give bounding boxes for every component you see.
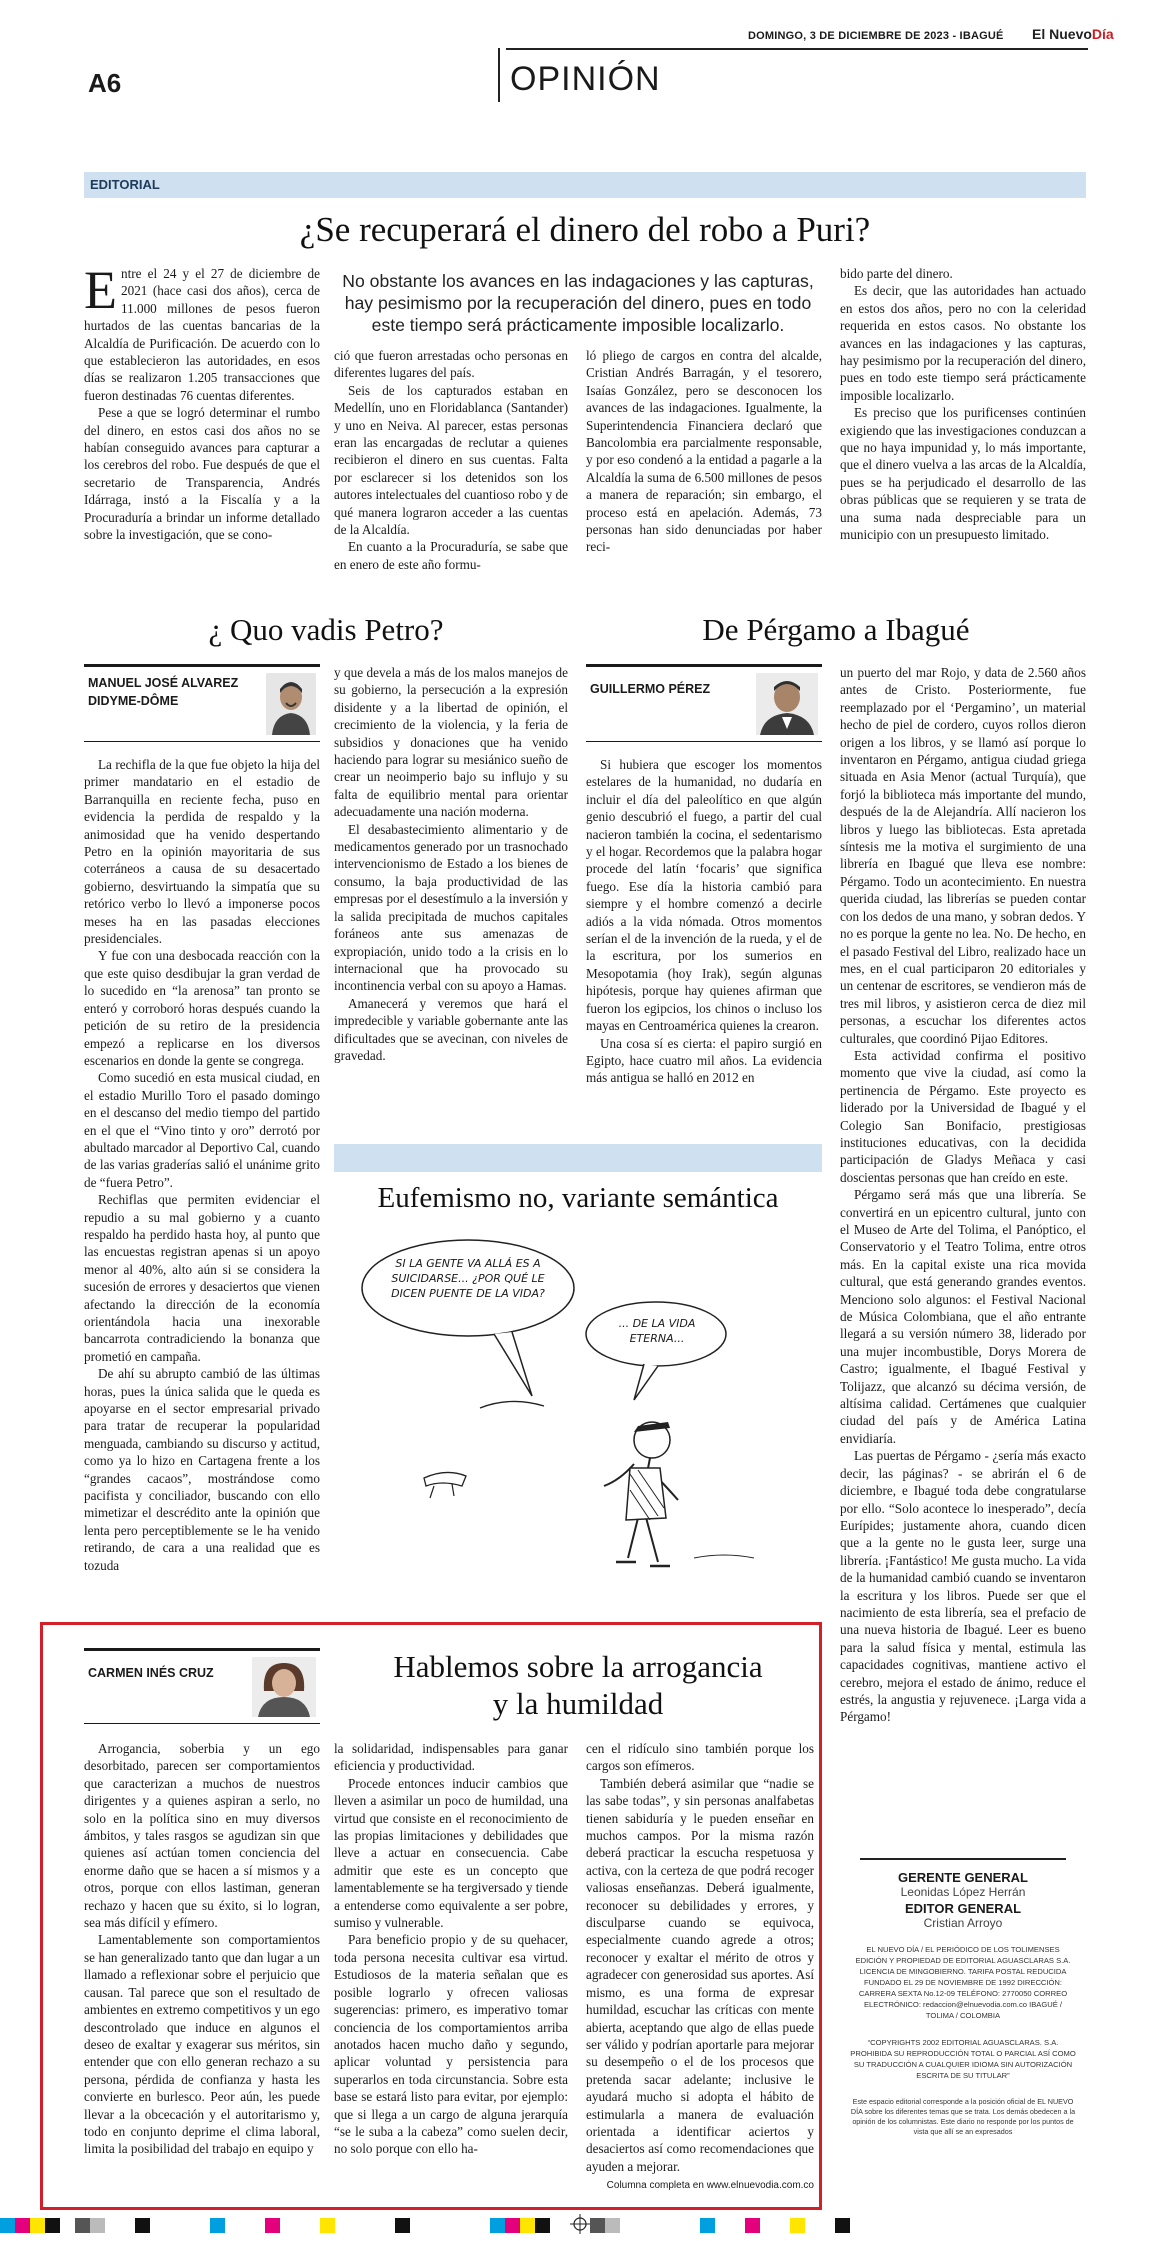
cartoon-band (334, 1144, 822, 1172)
arrogancia-col-2-p1: la solidaridad, indispensables para ganar eficiencia y productividad. (334, 1741, 568, 1774)
editorial-col-1 (84, 260, 320, 544)
arrogancia-title-line-1: Hablemos sobre la arrogancia (393, 1649, 763, 1684)
pergamo-col-1 (586, 756, 822, 1087)
pergamo-col-2-p1: un puerto del mar Rojo, y data de 2.560 años antes de Cristo. Posteriormente, fue reemplazado por el ‘Pergamino’, un material hecho de piel de cordero, cuyos rollos dieron origen a los libros, y se llamó así porque lo inventaron en Pérgamo, antigua ciudad griega situada en Asia Menor (actual Turquía), que forjó la biblioteca más importante del mundo, después de la de Alejandría. Allí nacieron los libros y luego las bibliotecas. Esta apretada síntesis me la motiva el surgimiento de una librería en Ibagué que lleva ese nombre: Pérgamo. Todo un acontecimiento. En nuestra querida ciudad, las librerías se pueden contar con los dedos de una mano, y sobran dedos. Y no es porque la gente no lea. No. De hecho, en el pasado Festival del Libro, realizado hace un mes, en el cual participaron 20 editoriales y un centenar de escritores, se vendieron más de tres mil libros, y asistieron cerca de diez mil personas, a escuchar los diferentes actos culturales, que coordinó Pijao Editores. (840, 665, 1086, 1046)
petro-col-1-p3: Como sucedió en esta musical ciudad, en el estadio Murillo Toro el pasado domingo en el descanso del medio tiempo del partido en el que el “Vino tinto y oro” derrotó por abultado marcador al Deportivo Cal, cuando de las varias graderías salió el unánime grito de “fuera Petro”. (84, 1070, 320, 1190)
petro-col-1-p5: De ahí su abrupto cambió de las últimas horas, pues la única salida que le queda es apoyarse en el sector empresarial privado para tratar de recuperar la popularidad menguada, cambiando su discurso y actitud, como ya lo hizo en Cartagena frente a los “grandes cacaos”, mostrándose como pacifista y conciliador, buscando con ello mimetizar el descrédito ante la opinión que lenta pero perceptiblemente se le ha venido retirando, de cara a una realidad que es tozuda (84, 1366, 320, 1573)
brand-logo-a: El Nuevo (1032, 26, 1092, 42)
masthead-disclaimer: Este espacio editorial corresponde a la posición oficial de EL NUEVO DÍA sobre los diferentes temas que se trata. Los demás obedecen a la opinión de los columnistas. Este diario no responde por los puntos de vista que allí se an expresados (850, 2097, 1076, 2136)
cartoon-bubble-2: ... DE LA VIDA ETERNA... (618, 1317, 696, 1345)
editorial-col-3-p1: ló pliego de cargos en contra del alcalde, Cristian Andrés Barragán, y el tesorero, Isaías González, pero se desconocen los avances de las indagaciones. Igualmente, la Superintendencia Financiera declaró que Bancolombia era parcialmente responsable, y por eso condenó a la entidad a pagarle a la Alcaldía la suma de 6.500 millones de pesos a manera de reparación; sin embargo, el proceso está en apelación. Además, 73 personas han sido denunciadas por haber reci- (586, 348, 822, 555)
cartoon-bubble-1: SI LA GENTE VA ALLÁ ES A SUICIDARSE... ¿POR QUÉ LE DICEN PUENTE DE LA VIDA? (391, 1257, 545, 1300)
arrogancia-col-3-p1: cen el ridículo sino también porque los cargos son efímeros. (586, 1741, 814, 1774)
arrogancia-col-2 (334, 1740, 568, 2158)
arrogancia-col-1-p1: Arrogancia, soberbia y un ego desorbitado, parecen ser comportamientos que caracterizan a muchos de nuestros dirigentes y a quienes aspiran a serlo, no solo en la política sino en muy diversos ámbitos, y tales rasgos se agudizan sin que quienes así actúan tomen conciencia del enorme daño que se hacen a sí mismos y a otros, porque con ellos lastiman, generan rechazo y hacen que su éxito, si lo logran, sea más difícil y efímero. (84, 1741, 320, 1931)
pergamo-author-name: GUILLERMO PÉREZ (590, 682, 711, 696)
petro-col-1-p4: Rechiflas que permiten evidenciar el repudio a su mal gobierno y a cuanto respaldo ha perdido hasta hoy, al punto que las encuestas registran apenas si un apoyo menor al 40%, alto aún si se considera la sucesión de errores y desaciertos que vienen afectando la dirección de la economía orientándola hacia una inexorable bancarrota contradiciendo la bonanza que prometió en campaña. (84, 1192, 320, 1364)
masthead (840, 1858, 1086, 2137)
masthead-rule (860, 1858, 1066, 1860)
arrogancia-author-name: CARMEN INÉS CRUZ (88, 1666, 214, 1680)
brand-logo (1032, 26, 1114, 42)
pergamo-title: De Pérgamo a Ibagué (702, 612, 970, 647)
petro-author-photo (266, 673, 316, 735)
pergamo-col-1-p2: Una cosa sí es cierta: el papiro surgió en Egipto, hace cuatro mil años. La evidencia más antigua se halló en 2012 en (586, 1035, 822, 1086)
masthead-name-1: Leonidas López Herrán (900, 1885, 1026, 1899)
arrogancia-col-1-p2: Lamentablemente son comportamientos se han generalizado tanto que dan lugar a un llamado a reflexionar sobre el perjuicio que causan. Tal parece que son el resultado de ambientes en extremo competitivos y un ego descontrolado que induce en algunos el deseo de exaltar y exagerar sus méritos, sin entender que con ello generan rechazo a su persona, pérdida de confianza y hasta les convierte en burlesco. Peor aún, les puede llevar a la obcecación y el autoritarismo y, todo en conjunto deprime el clima laboral, limita la posibilidad del trabajo en equipo y (84, 1932, 320, 2157)
page-number: A6 (88, 68, 122, 98)
editorial-col-4 (840, 265, 1086, 544)
petro-col-2 (334, 664, 568, 1064)
masthead-role-2: EDITOR GENERAL (904, 1901, 1022, 1916)
petro-col-2-p2: El desabastecimiento alimentario y de medicamentos generado por un trasnochado intervencionismo de Estado a los bienes de consumo, la baja productividad de las empresas por el desestímulo a la inversión y la salida precipitada de muchos capitales foráneos ante sus amenazas de expropiación, unido todo a la crisis en lo internacional que ha provocado su incontinencia verbal con su apoyo a Hamas. (334, 821, 568, 994)
pergamo-author-box (586, 664, 822, 742)
petro-col-1 (84, 756, 320, 1574)
editorial-pullquote: No obstante los avances en las indagaciones y las capturas, hay pesimismo por la recuperación del dinero, pues en todo este tiempo será prácticamente imposible localizarlo. (342, 271, 814, 335)
masthead-role-1: GERENTE GENERAL (897, 1870, 1028, 1885)
editorial-band (84, 172, 1086, 198)
petro-author-line1: MANUEL JOSÉ ALVAREZ (88, 676, 239, 690)
arrogancia-col-2-p2: Procede entonces inducir cambios que lleven a asimilar un poco de humildad, una virtud que consiste en el reconocimiento de las propias limitaciones y debilidades que lleve a actuar en consecuencia. Cabe admitir que este es un concepto que lamentablemente se ha tergiversado y tiende a entenderse como equivalente a ser pobre, sumiso y vulnerable. (334, 1775, 568, 1931)
editorial-col-4-p1: bido parte del dinero. (840, 266, 953, 281)
header-date: DOMINGO, 3 DE DICIEMBRE DE 2023 - IBAGUÉ (748, 30, 1004, 42)
petro-author-line2: DIDYME-DÔME (88, 694, 179, 708)
section-title: OPINIÓN (510, 60, 661, 98)
pergamo-col-2-p3: Pérgamo será más que una librería. Se convertirá en un epicentro cultural, junto con el Museo de Arte del Tolima, el Panóptico, el Conservatorio y el Teatro Tolima, entre otros más. En la capital existe una rica movida cultural, que está generando grandes eventos. Menciono solo algunos: el Festival Nacional de Música Colombiana, que el año entrante llegará a su versión número 38, liderado por una mujer incombustible, Dorys Morera de Castro; igualmente, el Ibagué Festival y Tolijazz, que alcanzó su décima versión, de altísima calidad. Certámenes que cualquier ciudad del país y de América Latina envidiaría. (840, 1187, 1086, 1446)
masthead-name-2: Cristian Arroyo (923, 1916, 1003, 1930)
editorial-col-3 (586, 347, 822, 556)
petro-author-box (84, 664, 320, 742)
arrogancia-title (334, 1648, 822, 1722)
petro-col-1-p1: La rechifla de la que fue objeto la hija del primer mandatario en el estadio de Barranquilla en reciente fecha, puso en evidencia la perdida de respaldo y la animosidad que ha venido despertando Petro en la opinión mayoritaria de sus coterráneos a causa de su desacertado gobierno, desvirtuando la simpatía que su retórico verbo lo llevó a imponerse pocos meses ha en las pasadas elecciones presidenciales. (84, 757, 320, 947)
arrogancia-col-3-p2: También deberá asimilar que “nadie se las sabe todas”, y sin personas analfabetas tienen sabiduría y le pueden enseñar en muchos campos. Por la misma razón deberá practicar la escucha respetuosa y activa, con la certeza de que podrá recoger valiosas enseñanzas. Deberá igualmente, reconocer su debilidades y errores, y disculparse cuando se equivoca, especialmente cuando agrede a otros; reconocer y exaltar el mérito de otros y agradecer con generosidad sus aportes. Así mismo, es una forma de expresar humildad, escuchar las críticas con mente abierta, aceptando que algo de ellas puede ser válido y podrían aportarle para mejorar su desempeño o el de los procesos que pretenda sacar adelante; inclusive le ayudará mucho si adopta el hábito de estimularla a manera de evaluación orientada a identificar aciertos y desaciertos así como recomendaciones que ayuden a mejorar. (586, 1775, 814, 2174)
pergamo-col-2 (840, 664, 1086, 1726)
arrogancia-author-box (84, 1648, 320, 1724)
editorial-col-4-p2: Es decir, que las autoridades han actuado en estos dos años, pero no con la celeridad requerida en estos casos. No obstante los avances en las indagaciones y las capturas, hay pesimismo por la recuperación del dinero, pues en todo este tiempo será prácticamente imposible localizarlo. (840, 283, 1086, 403)
editorial-col-2 (334, 347, 568, 573)
pergamo-col-2-p2: Esta actividad confirma el positivo momento que vive la ciudad, así como la pertinencia de Pérgamo. Este proyecto es liderado por la Universidad de Ibagué y el Colegio San Bonifacio, prestigiosas instituciones educativas, con la decidida participación de Gladys Meñaca y casi doscientas personas que han creído en este. (840, 1047, 1086, 1185)
arrogancia-col-2-p3: Para beneficio propio y de su quehacer, toda persona necesita cultivar esa virtud. Estudiosos de la materia señalan que es posible lograrlo y ofrecen valiosas sugerencias: primero, es imperativo tomar conciencia de los comportamientos arriba anotados hacen mucho daño y segundo, aplicar voluntad y persistencia para superarlos en toda circunstancia. Sobre esta base se estará listo para evitar, por ejemplo: que si llega a un cargo de alguna jerarquía “se le suba a la cabeza” como suelen decir, no solo porque con ello ha- (334, 1932, 568, 2157)
editorial-col-1-p1: ntre el 24 y el 27 de diciembre de 2021 (hace casi dos años), cerca de 11.000 millones de pesos fueron hurtados de las cuentas bancarias de la Alcaldía de Purificación. De acuerdo con lo que establecieron las autoridades, en esos días se realizaron 1.205 transacciones que fueron destinadas 76 cuentas diferentes. (84, 266, 320, 403)
cartoon-illustration (334, 1228, 822, 1600)
pergamo-author-photo (756, 673, 818, 735)
pergamo-col-1-p1: Si hubiera que escoger los momentos estelares de la humanidad, no dudaría en incluir el día del paleolítico en que algún genio descubrió el fuego, a partir del cual nacieron también la cocina, el sedentarismo y el hogar. Recordemos que la palabra hogar procede del latín ‘focaris’ que significa fuego. Ese día la historia cambió para siempre y el hombre comenzó a decirle adiós a la vida nómada. Otros momentos serían el de la invención de la rueda, y el de la escritura, por los sumerios en Mesopotamia (hoy Irak), según algunas hipótesis, porque hay quienes afirman que fueron los egipcios, los chinos o incluso los mayas en Centroamérica quienes la crearon. (586, 757, 822, 1034)
editorial-col-2-p3: En cuanto a la Procuraduría, se sabe que en enero de este año formu- (334, 539, 568, 572)
petro-col-2-p1: y que devela a más de los malos manejos de su gobierno, la persecución a la expresión disidente y a la libertad de opinión, el crecimiento de la violencia, y la feria de subsidios y donaciones que ha venido haciendo para lograr su mesiánico sueño de crear un neoimperio bajo su influjo y su falta de equilibrio mental para orientar adecuadamente una nación moderna. (334, 665, 568, 820)
registration-mark-icon (570, 2214, 590, 2234)
arrogancia-title-line-2: y la humildad (492, 1686, 664, 1721)
petro-title: ¿ Quo vadis Petro? (208, 612, 444, 647)
arrogancia-footer-link[interactable]: Columna completa en www.elnuevodia.com.co (606, 2180, 814, 2191)
masthead-info: EL NUEVO DÍA / EL PERIÓDICO DE LOS TOLIMENSES EDICIÓN Y PROPIEDAD DE EDITORIAL AGUASCLARAS S.A. LICENCIA DE MINGOBIERNO. TARIFA POSTAL REDUCIDA FUNDADO EL 29 DE NOVIEMBRE DE 1992 DIRECCIÓN: CARRERA SEXTA No.12-09 TELÉFONO: 2770050 CORREO ELECTRÓNICO: redaccion@elnuevodia.com.co IBAGUÉ / TOLIMA / COLOMBIA (855, 1945, 1071, 2020)
editorial-col-2-p2: Seis de los capturados estaban en Medellín, uno en Floridablanca (Santander) y uno en Neiva. Al parecer, estas personas eran las encargadas de reclutar a quienes recibieron el dinero en sus cuentas. Falta por esclarecer si los detenidos son los autores intelectuales del cuantioso robo y de qué manera lograron acceder a las cuentas de la Alcaldía. (334, 382, 568, 538)
editorial-title: ¿Se recuperará el dinero del robo a Puri? (299, 210, 871, 249)
editorial-dropcap: E (84, 260, 117, 320)
arrogancia-col-3 (586, 1740, 814, 2175)
header-rule (506, 48, 1088, 50)
editorial-col-4-p3: Es preciso que los purificenses continúen exigiendo que las investigaciones conduzcan a que no haya impunidad y, lo más importante, que el dinero vuelva a las arcas de la Alcaldía, pues se ha perjudicado el desarrollo de las obras públicas que se requieren y se trata de una suma nada despreciable para un municipio con un presupuesto limitado. (840, 405, 1086, 543)
petro-col-2-p3: Amanecerá y veremos que hará el impredecible y variable gobernante ante las dificultades que se avecinan, con niveles de gravedad. (334, 995, 568, 1063)
pergamo-col-2-p4: Las puertas de Pérgamo - ¿sería más exacto decir, las páginas? - se abrirán el 6 de diciembre, e Ibagué toda debe congratularse por ello. “Solo acontece lo inesperado”, decía Eurípides; justamente ahora, cuando dicen que a la gente no le gusta leer, surge una librería. ¡Fantástico! Me gusta mucho. La vida de la humanidad cambió cuando se inventaron la escritura y los libros. Puede ser que el nacimiento de esta librería, sea el prefacio de una nueva historia de Ibagué. Leer es bueno para la salud física y mental, estimula las capacidades cognitivas, mantiene activo el cerebro, mejora el estado de ánimo, reduce el estrés, la angustia y rejuvenece. ¡Larga vida a Pérgamo! (840, 1448, 1086, 1725)
arrogancia-author-photo (252, 1657, 316, 1717)
brand-logo-b: Día (1091, 26, 1114, 42)
header-divider (498, 48, 500, 102)
editorial-label: EDITORIAL (90, 177, 160, 192)
masthead-copyright: “COPYRIGHTS 2002 EDITORIAL AGUASCLARAS. S.A. PROHIBIDA SU REPRODUCCIÓN TOTAL O PARCIAL ASÍ COMO SU TRADUCCIÓN A CUALQUIER IDIOMA SIN AUTORIZACIÓN ESCRITA DE SU TITULAR” (850, 2038, 1076, 2080)
petro-col-1-p2: Y fue con una desbocada reacción con la que este quiso desdibujar la gran verdad de lo sucedido en “la arenosa” tan pronto se enteró y corroboró horas después cuando la petición de su retiro de la presidencia empezó a replicarse en los diversos escenarios en donde la gente se congrega. (84, 948, 320, 1068)
editorial-col-2-p1: ció que fueron arrestadas ocho personas en diferentes lugares del país. (334, 348, 568, 381)
arrogancia-col-1 (84, 1740, 320, 2158)
cartoon-title: Eufemismo no, variante semántica (377, 1182, 779, 1214)
editorial-col-1-p2: Pese a que se logró determinar el rumbo del dinero, en estos casi dos años no se habían conseguido avances para capturar a los cerebros del robo. Fue después de que el secretario de Transparencia, Andrés Idárraga, instó a la Fiscalía y a la Procuraduría a brindar un informe detallado sobre la investigación, que se cono- (84, 405, 320, 543)
